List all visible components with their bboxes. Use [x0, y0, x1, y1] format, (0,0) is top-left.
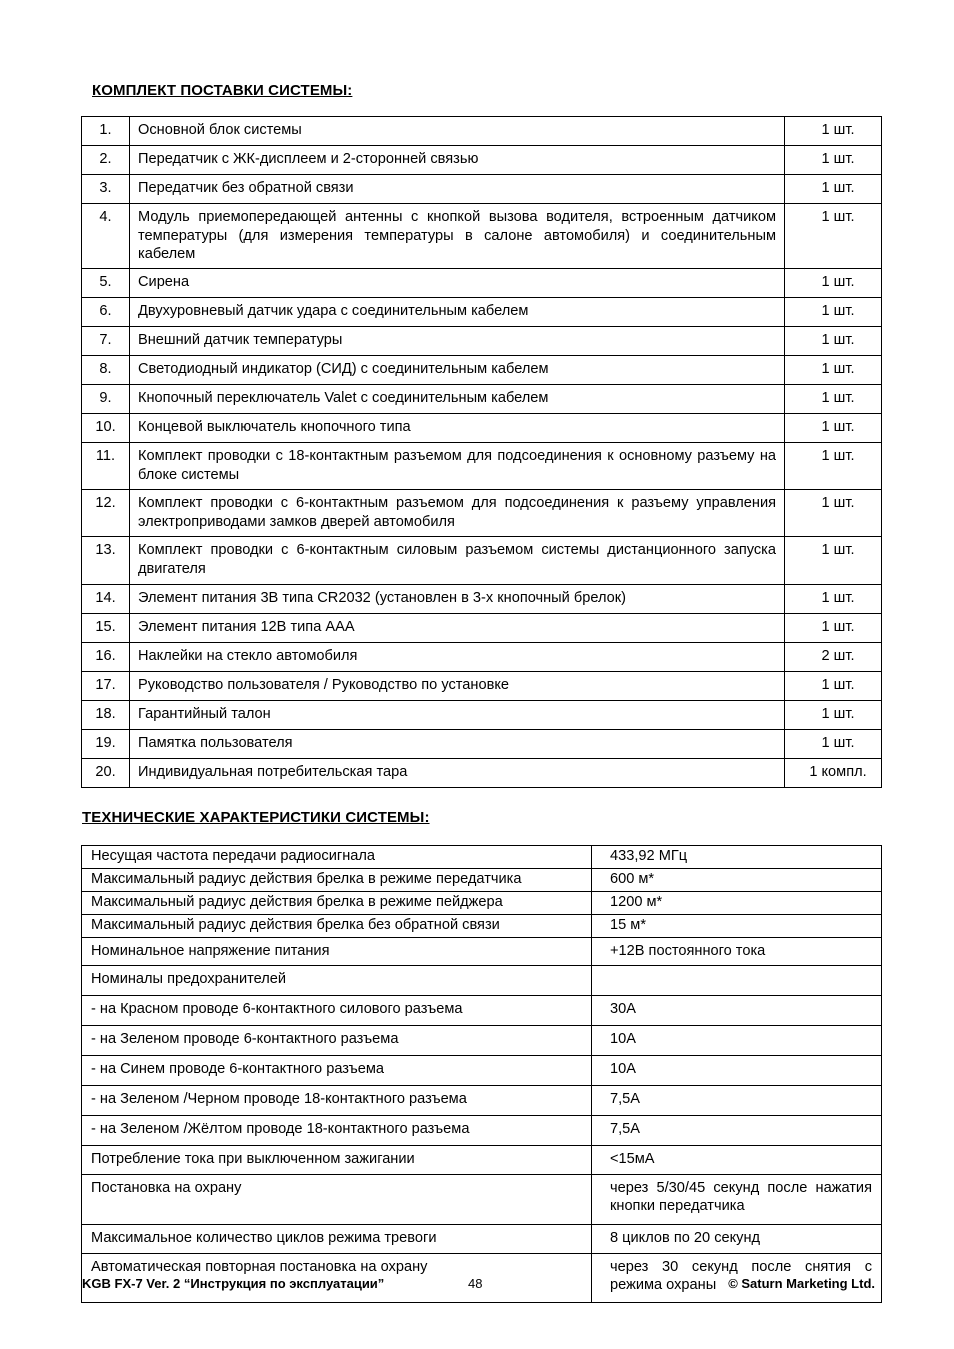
- specs-row: [82, 996, 882, 1026]
- kit-row-number: 9.: [82, 385, 130, 414]
- specs-row-value: [592, 966, 882, 996]
- kit-row-quantity: 1 шт.: [785, 175, 882, 204]
- kit-row-number: 12.: [82, 490, 130, 537]
- kit-row: [82, 146, 882, 175]
- kit-row-quantity: 1 шт.: [785, 537, 882, 585]
- footer-copyright: © Saturn Marketing Ltd.: [728, 1276, 875, 1291]
- specs-row: [82, 915, 882, 938]
- kit-row-number: 10.: [82, 414, 130, 443]
- footer-page-number: 48: [468, 1276, 483, 1291]
- kit-row-item: Руководство пользователя / Руководство по установке: [130, 672, 785, 701]
- kit-row: [82, 175, 882, 204]
- kit-row-quantity: 1 шт.: [785, 490, 882, 537]
- kit-section-title: КОМПЛЕКТ ПОСТАВКИ СИСТЕМЫ:: [92, 82, 353, 99]
- kit-row-quantity: 2 шт.: [785, 643, 882, 672]
- specs-row: [82, 966, 882, 996]
- specs-row: [82, 1086, 882, 1116]
- kit-row-number: 3.: [82, 175, 130, 204]
- kit-row-number: 8.: [82, 356, 130, 385]
- footer-document-title: KGB FX-7 Ver. 2 “Инструкция по эксплуатации”: [82, 1276, 385, 1291]
- kit-row-item: Наклейки на стекло автомобиля: [130, 643, 785, 672]
- kit-row-number: 4.: [82, 204, 130, 269]
- kit-row-quantity: 1 шт.: [785, 385, 882, 414]
- specs-row-value: 10А: [592, 1026, 882, 1056]
- kit-row-number: 19.: [82, 730, 130, 759]
- kit-row: [82, 730, 882, 759]
- specs-row-value: 8 циклов по 20 секунд: [592, 1225, 882, 1254]
- specs-row-parameter: - на Синем проводе 6-контактного разъема: [82, 1056, 592, 1086]
- kit-row-number: 1.: [82, 117, 130, 146]
- specs-row-value: 15 м*: [592, 915, 882, 938]
- kit-row-item: Концевой выключатель кнопочного типа: [130, 414, 785, 443]
- kit-row-number: 14.: [82, 585, 130, 614]
- specs-row-value: 7,5А: [592, 1086, 882, 1116]
- kit-row-number: 20.: [82, 759, 130, 788]
- kit-row: [82, 298, 882, 327]
- specs-row-parameter: Номиналы предохранителей: [82, 966, 592, 996]
- specs-row-parameter: - на Зеленом /Черном проводе 18-контактного разъема: [82, 1086, 592, 1116]
- specs-row: [82, 1026, 882, 1056]
- kit-row: [82, 443, 882, 490]
- kit-row-quantity: 1 шт.: [785, 443, 882, 490]
- specs-row: [82, 1056, 882, 1086]
- kit-row-item: Комплект проводки с 18-контактным разъемом для подсоединения к основному разъему на блоке системы: [130, 443, 785, 490]
- kit-table: [81, 116, 882, 788]
- kit-row-number: 6.: [82, 298, 130, 327]
- kit-row-item: Основной блок системы: [130, 117, 785, 146]
- specs-row-parameter: Максимальный радиус действия брелка в режиме пейджера: [82, 892, 592, 915]
- specs-row: [82, 892, 882, 915]
- kit-row-item: Элемент питания 12В типа ААА: [130, 614, 785, 643]
- kit-row-item: Двухуровневый датчик удара с соединительным кабелем: [130, 298, 785, 327]
- kit-row: [82, 117, 882, 146]
- kit-row-quantity: 1 шт.: [785, 356, 882, 385]
- specs-row-parameter: Автоматическая повторная постановка на охрану: [82, 1254, 592, 1303]
- kit-row: [82, 490, 882, 537]
- kit-row-quantity: 1 компл.: [785, 759, 882, 788]
- kit-row-number: 7.: [82, 327, 130, 356]
- kit-row-item: Передатчик с ЖК-дисплеем и 2-сторонней связью: [130, 146, 785, 175]
- kit-row-item: Передатчик без обратной связи: [130, 175, 785, 204]
- kit-row-quantity: 1 шт.: [785, 298, 882, 327]
- kit-row-item: Внешний датчик температуры: [130, 327, 785, 356]
- specs-row: [82, 1225, 882, 1254]
- kit-row-quantity: 1 шт.: [785, 327, 882, 356]
- specs-row: [82, 938, 882, 966]
- kit-row: [82, 614, 882, 643]
- specs-row-value: 7,5А: [592, 1116, 882, 1146]
- specs-row-parameter: Максимальный радиус действия брелка без обратной связи: [82, 915, 592, 938]
- kit-row: [82, 585, 882, 614]
- specs-section-title: ТЕХНИЧЕСКИЕ ХАРАКТЕРИСТИКИ СИСТЕМЫ:: [82, 809, 430, 826]
- kit-row-quantity: 1 шт.: [785, 269, 882, 298]
- kit-row: [82, 327, 882, 356]
- kit-row-item: Сирена: [130, 269, 785, 298]
- kit-row-item: Светодиодный индикатор (СИД) с соединительным кабелем: [130, 356, 785, 385]
- kit-row: [82, 204, 882, 269]
- specs-row-value: 30А: [592, 996, 882, 1026]
- kit-row-quantity: 1 шт.: [785, 701, 882, 730]
- kit-row: [82, 759, 882, 788]
- kit-row-number: 13.: [82, 537, 130, 585]
- kit-row-number: 16.: [82, 643, 130, 672]
- specs-row: [82, 869, 882, 892]
- kit-row-item: Комплект проводки с 6-контактным силовым разъемом системы дистанционного запуска двигателя: [130, 537, 785, 585]
- specs-row: [82, 1116, 882, 1146]
- kit-row-quantity: 1 шт.: [785, 146, 882, 175]
- kit-row-number: 17.: [82, 672, 130, 701]
- kit-row-quantity: 1 шт.: [785, 672, 882, 701]
- kit-row-number: 11.: [82, 443, 130, 490]
- specs-table: [81, 845, 882, 1303]
- specs-row-value: 433,92 МГц: [592, 846, 882, 869]
- specs-row-value: <15мА: [592, 1146, 882, 1175]
- specs-row-parameter: Несущая частота передачи радиосигнала: [82, 846, 592, 869]
- kit-row-quantity: 1 шт.: [785, 117, 882, 146]
- specs-row-parameter: Потребление тока при выключенном зажигании: [82, 1146, 592, 1175]
- kit-row-item: Комплект проводки с 6-контактным разъемом для подсоединения к разъему управления электроприводами замков дверей автомобиля: [130, 490, 785, 537]
- kit-row-item: Индивидуальная потребительская тара: [130, 759, 785, 788]
- specs-row-parameter: - на Красном проводе 6-контактного силового разъема: [82, 996, 592, 1026]
- specs-row-parameter: Номинальное напряжение питания: [82, 938, 592, 966]
- specs-row-parameter: - на Зеленом проводе 6-контактного разъема: [82, 1026, 592, 1056]
- specs-row-parameter: - на Зеленом /Жёлтом проводе 18-контактного разъема: [82, 1116, 592, 1146]
- specs-row-value: 600 м*: [592, 869, 882, 892]
- specs-row-parameter: Постановка на охрану: [82, 1175, 592, 1225]
- specs-row-value: через 5/30/45 секунд после нажатия кнопки передатчика: [592, 1175, 882, 1225]
- kit-row-quantity: 1 шт.: [785, 730, 882, 759]
- kit-row-quantity: 1 шт.: [785, 204, 882, 269]
- specs-row-value: через 30 секунд после снятия с режима охраны: [592, 1254, 882, 1303]
- kit-row-item: Модуль приемопередающей антенны с кнопкой вызова водителя, встроенным датчиком температуры (для измерения температуры в салоне автомобиля) и соединительным кабелем: [130, 204, 785, 269]
- kit-row: [82, 269, 882, 298]
- specs-row-value: 10А: [592, 1056, 882, 1086]
- kit-row-item: Элемент питания 3В типа CR2032 (установлен в 3-х кнопочный брелок): [130, 585, 785, 614]
- specs-row-value: +12В постоянного тока: [592, 938, 882, 966]
- kit-row-quantity: 1 шт.: [785, 585, 882, 614]
- kit-row: [82, 672, 882, 701]
- kit-row-number: 5.: [82, 269, 130, 298]
- specs-row-parameter: Максимальное количество циклов режима тревоги: [82, 1225, 592, 1254]
- kit-row: [82, 356, 882, 385]
- kit-row-number: 15.: [82, 614, 130, 643]
- kit-row-quantity: 1 шт.: [785, 614, 882, 643]
- kit-row-item: Кнопочный переключатель Valet с соединительным кабелем: [130, 385, 785, 414]
- kit-row: [82, 643, 882, 672]
- kit-row-number: 18.: [82, 701, 130, 730]
- kit-row: [82, 701, 882, 730]
- kit-row-number: 2.: [82, 146, 130, 175]
- kit-row: [82, 414, 882, 443]
- kit-row: [82, 385, 882, 414]
- kit-row-item: Памятка пользователя: [130, 730, 785, 759]
- kit-row-item: Гарантийный талон: [130, 701, 785, 730]
- specs-row: [82, 1146, 882, 1175]
- kit-row: [82, 537, 882, 585]
- specs-row-parameter: Максимальный радиус действия брелка в режиме передатчика: [82, 869, 592, 892]
- specs-row-value: 1200 м*: [592, 892, 882, 915]
- kit-row-quantity: 1 шт.: [785, 414, 882, 443]
- specs-row: [82, 846, 882, 869]
- specs-row: [82, 1175, 882, 1225]
